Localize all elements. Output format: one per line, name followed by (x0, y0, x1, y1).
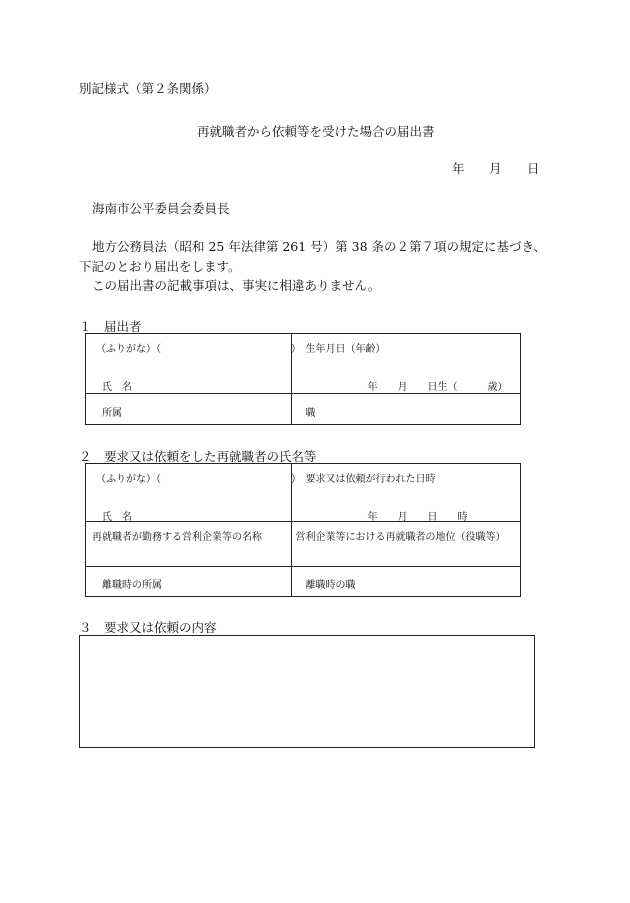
date-day-label: 日 (527, 161, 540, 176)
date-month-label: 月 (489, 161, 502, 176)
position-cell[interactable] (291, 394, 520, 425)
company-name-label: 再就職者が勤務する営利企業等の名称 (92, 532, 262, 543)
request-datetime-cell[interactable] (291, 464, 520, 522)
request-datetime-label: 要求又は依頼が行われた日時 (305, 474, 436, 485)
birthdate-cell[interactable] (291, 334, 520, 394)
applicant-name-cell[interactable] (86, 334, 301, 394)
affiliation-cell[interactable] (86, 394, 292, 425)
company-position-label: 営利企業等における再就職者の地位（役職等） (295, 532, 506, 543)
name-label: 氏 名 (102, 382, 132, 393)
section1-heading: １ 届出者 (79, 319, 142, 334)
affiliation-label: 所属 (102, 408, 122, 419)
name-label: 氏 名 (102, 512, 132, 523)
section2-table (85, 463, 521, 597)
birthdate-label: 生年月日（年齢） (305, 344, 386, 355)
date-year-label: 年 (452, 161, 465, 176)
body-line-2: 下記のとおり届出をします。 (79, 259, 241, 274)
body-line-1: 地方公務員法（昭和 25 年法律第 261 号）第 38 条の２第７項の規定に基づき、 (92, 239, 547, 254)
request-content-box[interactable] (79, 635, 535, 748)
furigana-label: （ふりがな）（ ） (96, 474, 301, 485)
addressee: 海南市公平委員会委員長 (92, 201, 230, 216)
document-title: 再就職者から依頼等を受けた場合の届出書 (197, 124, 435, 139)
company-position-cell[interactable] (291, 522, 520, 567)
date-line (452, 159, 552, 175)
section3-heading: ３ 要求又は依頼の内容 (79, 620, 217, 635)
form-reference: 別記様式（第２条関係） (79, 81, 217, 96)
prev-affiliation-label: 離職時の所属 (102, 580, 162, 591)
section1-table (85, 333, 521, 425)
prev-position-label: 離職時の職 (305, 580, 356, 591)
prev-affiliation-cell[interactable] (86, 567, 292, 597)
body-line-3: この届出書の記載事項は、事実に相違ありません。 (92, 278, 381, 293)
birthdate-format: 年 月 日生（ 歳） (367, 382, 508, 393)
position-label: 職 (305, 408, 316, 419)
request-datetime-format: 年 月 日 時 (367, 512, 468, 523)
reemployed-name-cell[interactable] (86, 464, 301, 523)
furigana-label: （ふりがな）（ ） (96, 344, 301, 355)
section2-heading: ２ 要求又は依頼をした再就職者の氏名等 (79, 449, 317, 464)
company-name-cell[interactable] (86, 522, 292, 567)
prev-position-cell[interactable] (291, 567, 520, 597)
